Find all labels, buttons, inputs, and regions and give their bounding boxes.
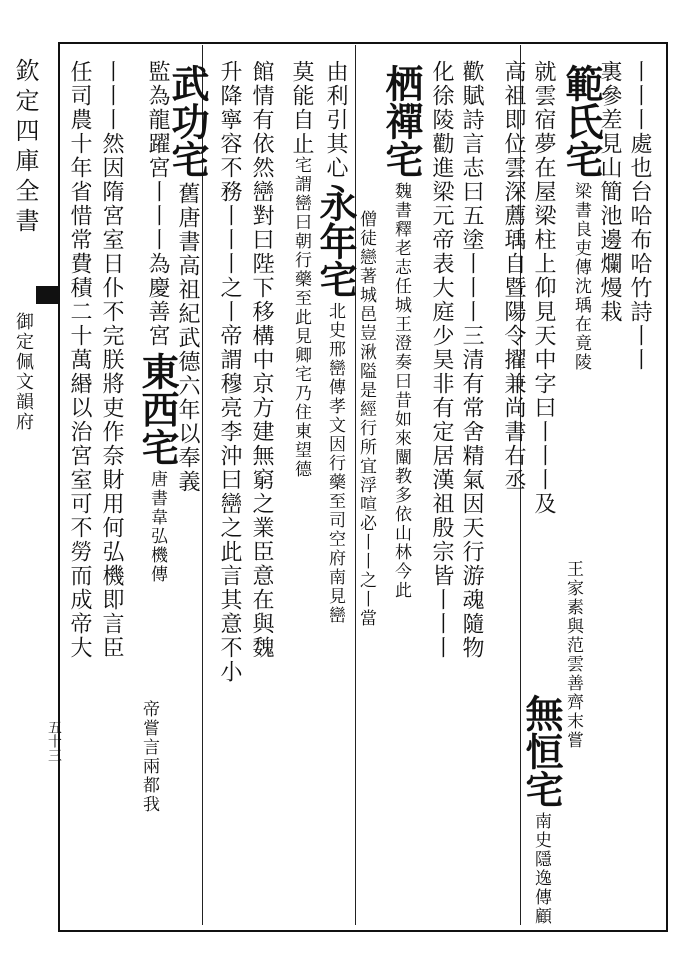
text-column (135, 60, 180, 584)
annotation-text: 王家素與范雲善齊末嘗 (563, 560, 583, 750)
entry-heading: 栖禪宅 (379, 64, 424, 178)
body-text: 化徐陵勸進梁元帝表大庭少昊非有定居漢祖殷宗皆丨丨丨 (429, 60, 454, 660)
body-text: 升降寧容不務丨丨丨之丨帝謂穆亮李沖曰巒之此言其意不小 (217, 60, 242, 684)
text-column (532, 60, 554, 516)
text-column (355, 210, 377, 628)
body-text: 由利引其心 (323, 60, 348, 180)
entry-heading: 東西宅 (135, 352, 180, 466)
body-text: 裏參差見山簡池邊爛熳栽 (597, 60, 622, 324)
body-text: 監為龍躍宮丨丨丨為慶善宮 (145, 60, 170, 348)
text-column (250, 60, 272, 660)
annotation-text: 帝嘗言兩都我 (139, 700, 159, 814)
text-column (460, 60, 482, 660)
body-text: 就雲宿夢在屋梁柱上仰見天中字曰丨丨丨及 (531, 60, 556, 516)
text-column (379, 60, 424, 600)
text-column (519, 690, 564, 926)
book-title: 欽定四庫全書 (11, 58, 39, 238)
text-column (313, 60, 358, 625)
body-text: 丨丨丨然因隋宮室日仆不完朕將吏作奈財用何弘機即言臣 (99, 60, 124, 660)
body-text: 莫能自止 (289, 60, 314, 156)
left-border (58, 42, 60, 932)
body-text: 高祖即位雲深薦瑀自暨陽令擢兼尚書右丞 (501, 60, 526, 492)
entry-heading: 無恒宅 (519, 694, 564, 808)
annotation-text: 北史邢巒傳孝文因行藥至司空府南見巒 (325, 302, 345, 625)
entry-heading: 範氏宅 (559, 64, 604, 178)
body-text: 任司農十年省惜常費積二十萬緡以治宮室可不勞而成帝大 (67, 60, 92, 660)
body-text: 歡賦詩言志曰五塗丨丨丨三清有常舍精氣因天行游魂隨物 (459, 60, 484, 660)
text-column (562, 560, 584, 750)
margin-divider (36, 286, 60, 304)
annotation-text: 宅謂巒曰朝行藥至此見卿宅乃住東望德 (291, 156, 311, 479)
text-column (218, 60, 240, 684)
right-border (666, 42, 668, 932)
text-column (430, 60, 452, 660)
top-border (58, 42, 668, 44)
book-subtitle: 御定佩文韻府 (13, 312, 34, 432)
text-column (100, 60, 122, 660)
text-column (290, 60, 312, 479)
body-text: 館情有依然巒對曰陛下移構中京方建無窮之業臣意在與魏 (249, 60, 274, 660)
annotation-text: 魏書釋老志任城王澄奏曰昔如來闡教多依山林今此 (391, 182, 411, 600)
annotation-text: 南史隱逸傳顧 (531, 812, 551, 926)
text-column (502, 60, 524, 492)
body-text: 丨丨丨處也台哈布哈竹詩丨丨 (627, 60, 652, 372)
text-column (68, 60, 90, 660)
bottom-border (58, 930, 668, 932)
body-text: 舊唐書高祖紀武德六年以奉義 (175, 182, 200, 494)
annotation-text: 僧徒戀著城邑豈湫隘是經行所宜浮喧必丨丨之丨當 (356, 210, 376, 628)
text-column (138, 700, 160, 814)
text-column (559, 60, 604, 372)
page-number: 五十三 (46, 720, 62, 762)
entry-heading: 永年宅 (313, 184, 358, 298)
annotation-text: 唐書韋弘機傳 (147, 470, 167, 584)
entry-heading: 武功宅 (165, 64, 210, 178)
text-column (628, 60, 650, 372)
annotation-text: 梁書良吏傳沈瑀在竟陵 (571, 182, 591, 372)
